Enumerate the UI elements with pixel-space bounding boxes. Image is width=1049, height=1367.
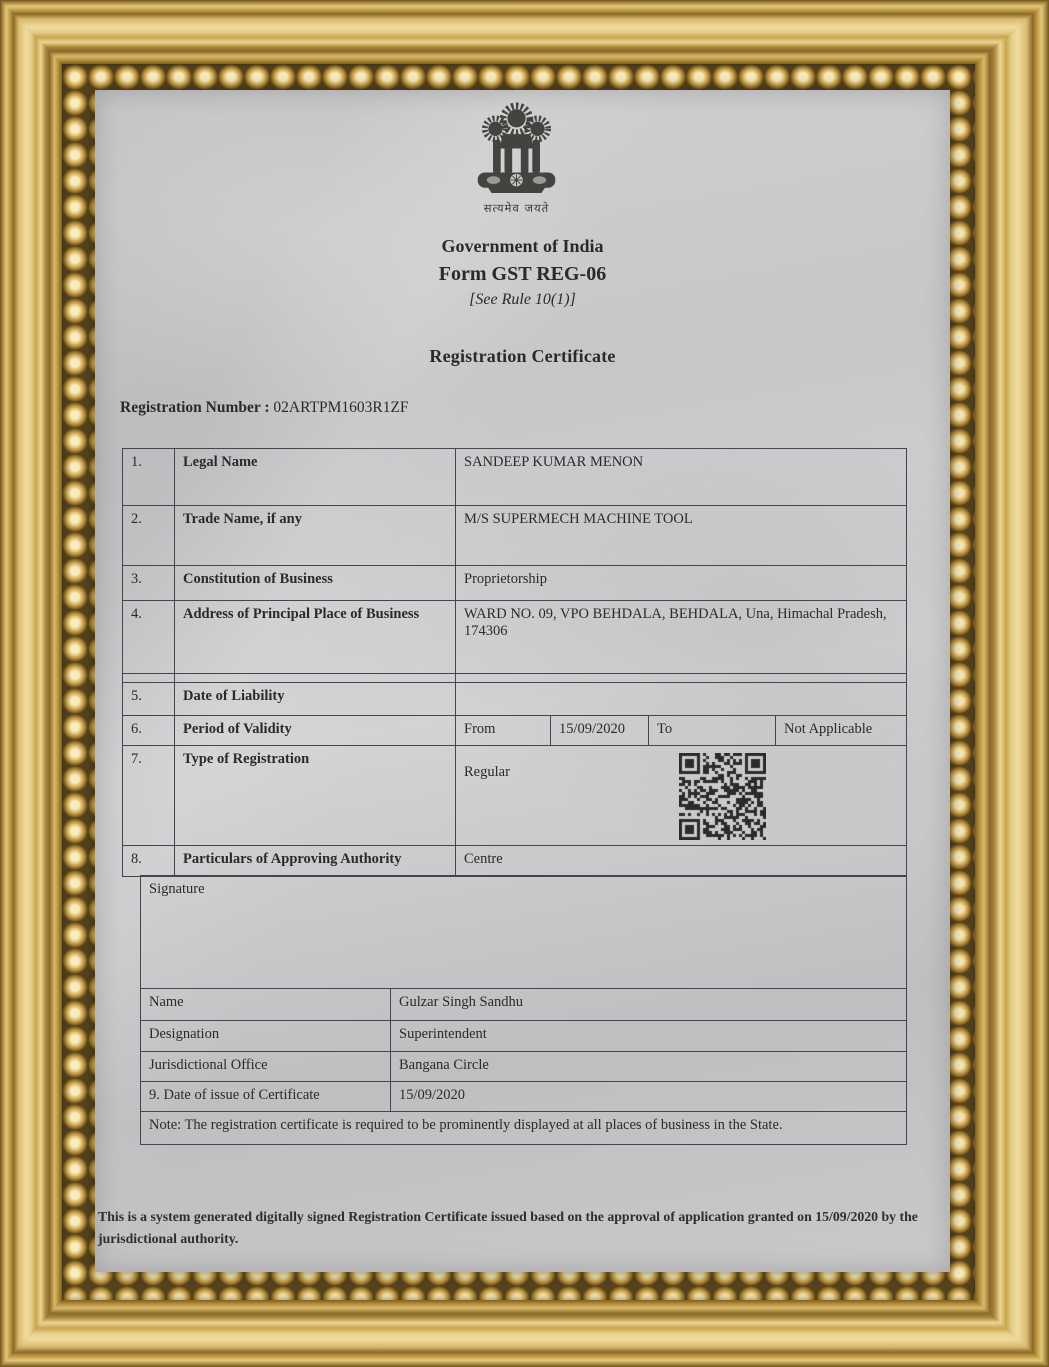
table-row [141, 1082, 906, 1112]
certificate-title: Registration Certificate [429, 346, 616, 366]
emblem-caption: सत्यमेव जयते [483, 201, 550, 215]
signature-label: Signature [149, 881, 205, 897]
row-number: 7. [123, 746, 175, 845]
row-value: Centre [464, 851, 503, 867]
row-value [456, 683, 906, 715]
row-value: SANDEEP KUMAR MENON [464, 454, 644, 470]
row-value: Proprietorship [464, 571, 547, 587]
row-number: 2. [123, 506, 175, 565]
frame-molding-bottom [0, 1300, 1049, 1367]
row-label: Date of Liability [175, 683, 456, 715]
validity-to-label: To [649, 716, 776, 745]
lion-capital-icon [459, 102, 574, 194]
frame-molding-top [0, 0, 1049, 64]
row-label: Particulars of Approving Authority [175, 846, 456, 876]
row-value: WARD NO. 09, VPO BEHDALA, BEHDALA, Una, Himachal Pradesh, 174306 [464, 606, 887, 639]
row-value: M/S SUPERMECH MACHINE TOOL [464, 511, 693, 527]
row-value: Gulzar Singh Sandhu [399, 994, 524, 1010]
registration-type-value: Regular [464, 764, 510, 780]
table-row [141, 1021, 906, 1052]
emblem-of-india [459, 102, 574, 216]
row-label: Trade Name, if any [175, 506, 456, 565]
table-row-period-of-validity [123, 716, 906, 746]
rule-reference: [See Rule 10(1)] [469, 291, 576, 308]
row-number: 4. [123, 601, 175, 673]
footer-disclaimer: This is a system generated digitally signed Registration Certificate issued based on the approval of application granted on 15/09/2020 by the jurisdictional authority. [98, 1209, 918, 1247]
validity-from-label: From [456, 716, 551, 745]
row-number: 1. [123, 449, 175, 505]
row-label: Period of Validity [175, 716, 456, 745]
table-row-type-of-registration [123, 746, 906, 846]
row-label: 9. Date of issue of Certificate [141, 1082, 391, 1111]
row-number: 3. [123, 566, 175, 600]
row-number: 8. [123, 846, 175, 876]
table-row [123, 846, 906, 876]
government-title: Government of India [441, 236, 604, 256]
registration-number-value: 02ARTPM1603R1ZF [273, 399, 409, 416]
frame-molding-left [0, 0, 62, 1367]
validity-not-applicable: Not Applicable [784, 721, 873, 737]
row-value: Superintendent [399, 1026, 487, 1042]
validity-cells [456, 716, 906, 745]
row-number: 6. [123, 716, 175, 745]
table-row [141, 1052, 906, 1082]
table-row [123, 449, 906, 506]
row-label: Jurisdictional Office [141, 1052, 391, 1081]
row-label: Designation [141, 1021, 391, 1051]
row-label: Legal Name [175, 449, 456, 505]
table-row [141, 989, 906, 1021]
row-label: Constitution of Business [175, 566, 456, 600]
registration-number-label: Registration Number : [120, 399, 270, 416]
signature-row [141, 876, 906, 989]
frame-molding-right [975, 0, 1049, 1367]
registration-details-table [122, 448, 907, 877]
table-row [123, 601, 906, 674]
row-value: 15/09/2020 [399, 1087, 466, 1103]
row-label: Name [141, 989, 391, 1020]
row-value [456, 746, 906, 845]
signature-officer-table [140, 875, 907, 1145]
validity-from-date: 15/09/2020 [551, 716, 649, 745]
table-row [123, 683, 906, 716]
row-label: Address of Principal Place of Business [175, 601, 456, 673]
note-text: Note: The registration certificate is required to be prominently displayed at all places of business in the State. [149, 1117, 783, 1133]
row-value: Bangana Circle [399, 1057, 489, 1073]
table-spacer-row [123, 674, 906, 683]
row-label: Type of Registration [175, 746, 456, 845]
row-number: 5. [123, 683, 175, 715]
registration-number-line [120, 399, 409, 417]
table-row [123, 506, 906, 566]
table-row [123, 566, 906, 601]
certificate-paper [95, 90, 950, 1272]
qr-code [679, 753, 766, 840]
form-title: Form GST REG-06 [438, 263, 607, 285]
note-row [141, 1112, 906, 1144]
